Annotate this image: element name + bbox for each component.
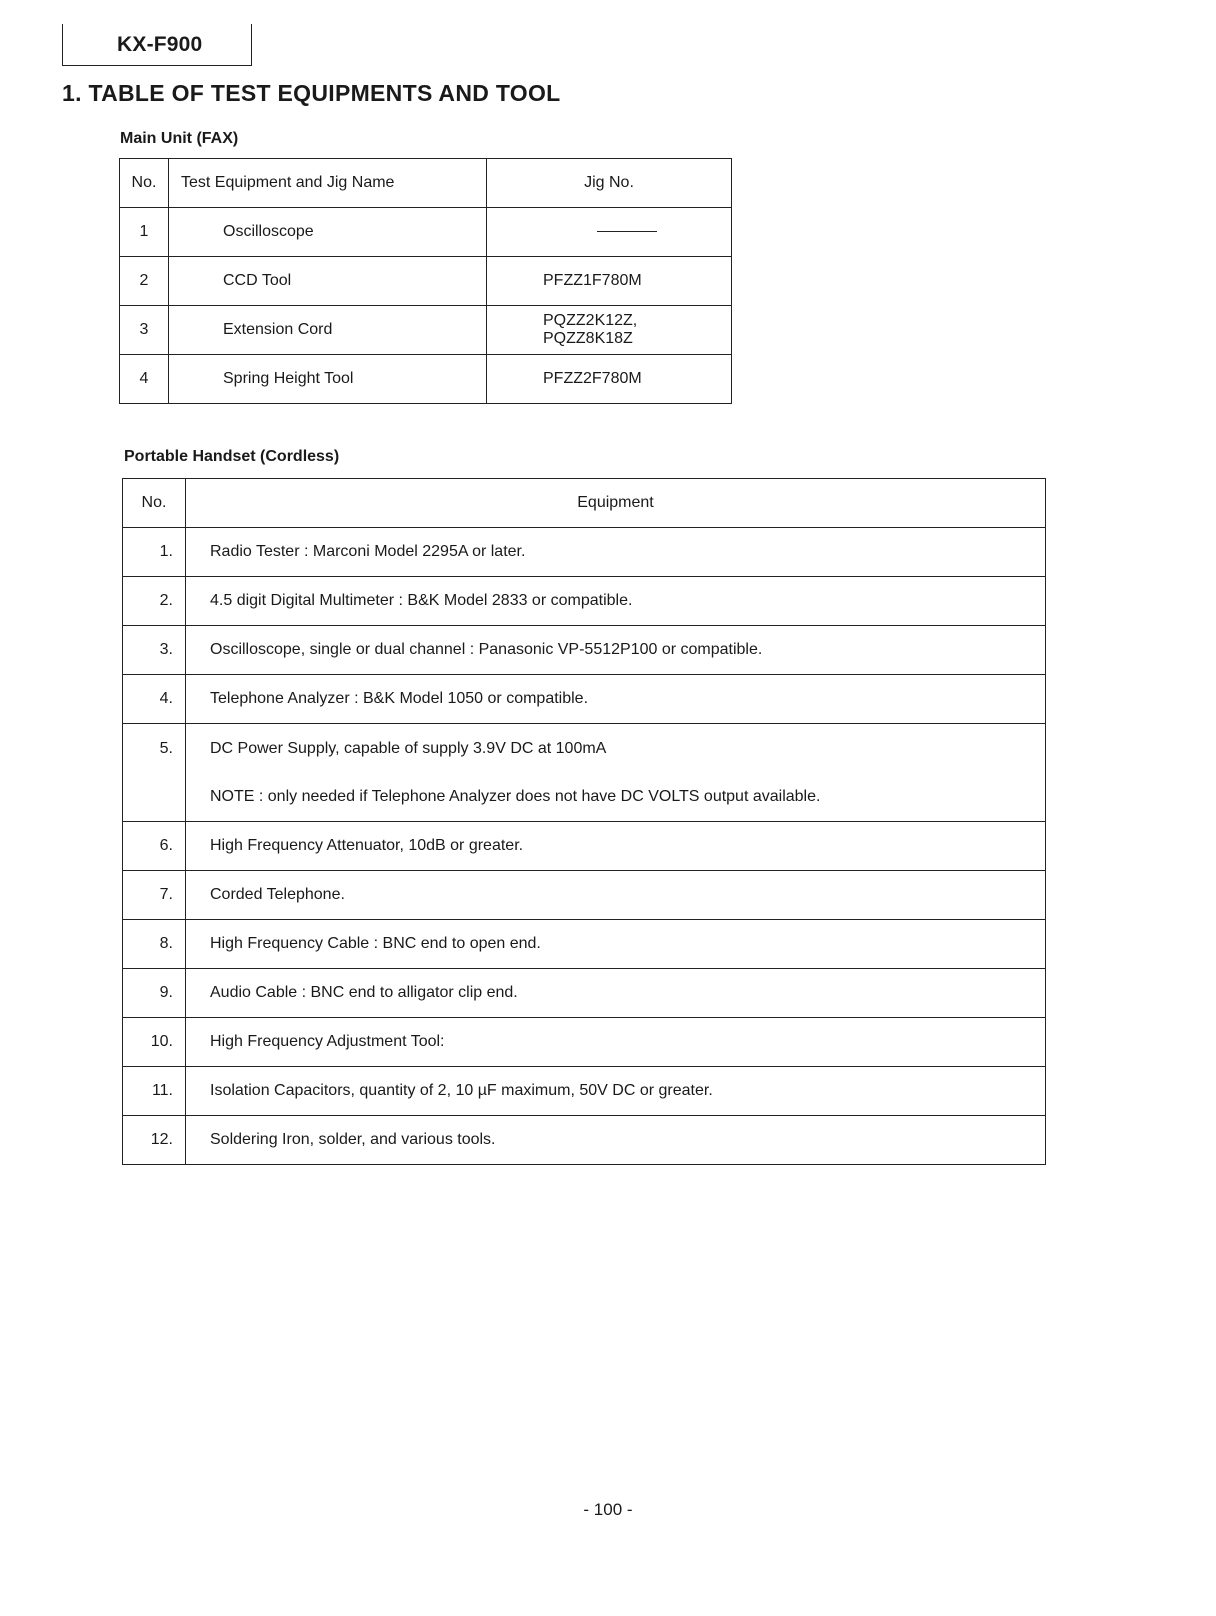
cell-equipment: 4.5 digit Digital Multimeter : B&K Model 2833 or compatible. xyxy=(186,577,1046,626)
table-row xyxy=(120,306,732,355)
cell-no: 3. xyxy=(123,626,186,675)
cell-equipment: Corded Telephone. xyxy=(186,871,1046,920)
table-row xyxy=(123,1018,1046,1067)
cell-no: 9. xyxy=(123,969,186,1018)
cell-equipment: Telephone Analyzer : B&K Model 1050 or compatible. xyxy=(186,675,1046,724)
cell-jig: PFZZ1F780M xyxy=(487,257,732,306)
column-header-no: No. xyxy=(123,479,186,528)
cell-no: 4. xyxy=(123,675,186,724)
equipment-text: DC Power Supply, capable of supply 3.9V DC at 100mA xyxy=(210,740,607,757)
cell-no: 3 xyxy=(120,306,169,355)
table-row xyxy=(123,724,1046,822)
cell-no: 10. xyxy=(123,1018,186,1067)
table-row xyxy=(123,1116,1046,1165)
cell-name: Oscilloscope xyxy=(169,208,487,257)
table-row xyxy=(123,577,1046,626)
table-row xyxy=(123,626,1046,675)
portable-handset-title: Portable Handset (Cordless) xyxy=(124,448,340,465)
cell-no: 2. xyxy=(123,577,186,626)
cell-no: 11. xyxy=(123,1067,186,1116)
column-header-jig: Jig No. xyxy=(487,159,732,208)
cell-equipment xyxy=(186,724,1046,822)
column-header-name: Test Equipment and Jig Name xyxy=(169,159,487,208)
cell-jig-empty xyxy=(487,208,732,257)
cell-equipment: Radio Tester : Marconi Model 2295A or later. xyxy=(186,528,1046,577)
table-row xyxy=(123,675,1046,724)
page-number: - 100 - xyxy=(583,1500,633,1519)
cell-no: 8. xyxy=(123,920,186,969)
table-header-row xyxy=(120,159,732,208)
table-row xyxy=(123,920,1046,969)
table-row xyxy=(123,871,1046,920)
cell-no: 12. xyxy=(123,1116,186,1165)
main-unit-table xyxy=(119,158,732,404)
table-row xyxy=(120,355,732,404)
column-header-equipment: Equipment xyxy=(186,479,1046,528)
cell-no: 4 xyxy=(120,355,169,404)
section-title: 1. TABLE OF TEST EQUIPMENTS AND TOOL xyxy=(62,80,561,106)
cell-no: 6. xyxy=(123,822,186,871)
cell-name: CCD Tool xyxy=(169,257,487,306)
cell-no: 2 xyxy=(120,257,169,306)
cell-jig: PQZZ2K12Z, PQZZ8K18Z xyxy=(487,306,732,355)
table-row xyxy=(123,1067,1046,1116)
equipment-note: NOTE : only needed if Telephone Analyzer does not have DC VOLTS output available. xyxy=(210,788,821,805)
cell-no: 1 xyxy=(120,208,169,257)
cell-name: Extension Cord xyxy=(169,306,487,355)
table-row xyxy=(123,822,1046,871)
column-header-no: No. xyxy=(120,159,169,208)
cell-equipment: High Frequency Adjustment Tool: xyxy=(186,1018,1046,1067)
dash-line xyxy=(597,231,657,232)
table-row xyxy=(123,528,1046,577)
cell-no: 1. xyxy=(123,528,186,577)
cell-name: Spring Height Tool xyxy=(169,355,487,404)
cell-equipment: Isolation Capacitors, quantity of 2, 10 µF maximum, 50V DC or greater. xyxy=(186,1067,1046,1116)
portable-handset-table xyxy=(122,478,1046,1165)
model-box xyxy=(62,24,252,66)
cell-equipment: Oscilloscope, single or dual channel : Panasonic VP-5512P100 or compatible. xyxy=(186,626,1046,675)
table-row xyxy=(123,969,1046,1018)
cell-no: 5. xyxy=(123,724,186,822)
cell-equipment: High Frequency Attenuator, 10dB or greater. xyxy=(186,822,1046,871)
table-header-row xyxy=(123,479,1046,528)
table-row xyxy=(120,208,732,257)
cell-no: 7. xyxy=(123,871,186,920)
model-label: KX-F900 xyxy=(117,33,203,56)
cell-equipment: Audio Cable : BNC end to alligator clip end. xyxy=(186,969,1046,1018)
cell-equipment: Soldering Iron, solder, and various tools. xyxy=(186,1116,1046,1165)
main-unit-title: Main Unit (FAX) xyxy=(120,130,239,147)
table-row xyxy=(120,257,732,306)
cell-jig: PFZZ2F780M xyxy=(487,355,732,404)
cell-equipment: High Frequency Cable : BNC end to open end. xyxy=(186,920,1046,969)
